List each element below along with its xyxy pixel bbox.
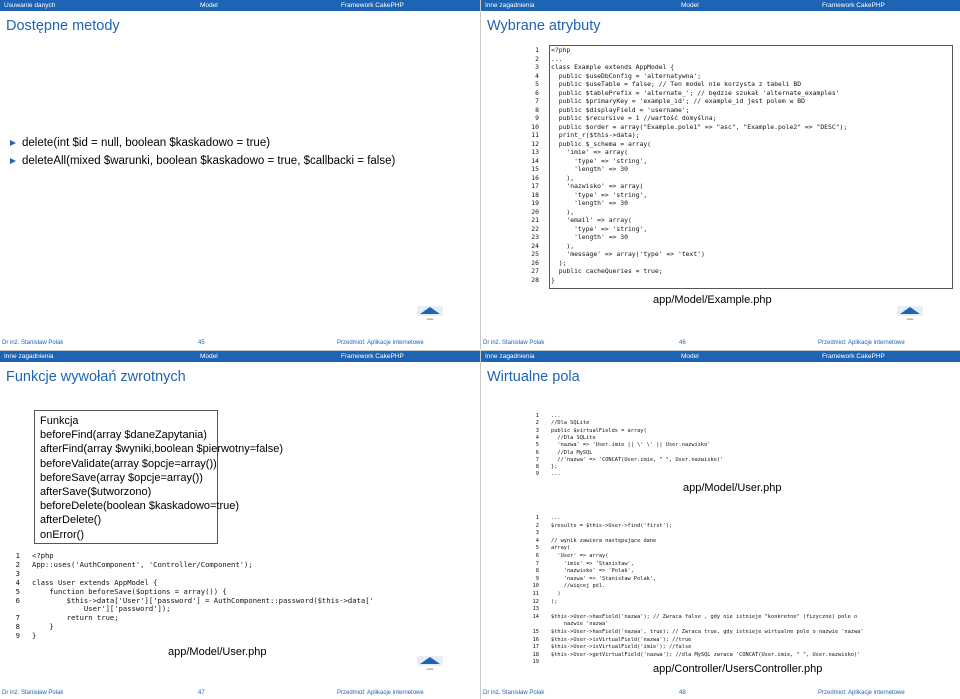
code-line: array( (551, 545, 571, 552)
list-item: afterSave($utworzono) (40, 486, 152, 499)
code-line: //więcej pól. (551, 583, 606, 590)
code-line: //Dla MySQL (551, 449, 593, 456)
line-number: 3 (535, 530, 539, 537)
line-number: 7 (535, 97, 539, 105)
line-number: 9 (535, 575, 539, 582)
line-number: 14 (531, 156, 539, 165)
code-line: <?php (551, 46, 571, 54)
bullet-triangle-icon (10, 140, 16, 146)
line-number: 24 (531, 241, 539, 250)
code-line: public $useTable = false; // Ten model nie korzysta z tabeli BD (551, 80, 802, 88)
code-line: <?php (32, 551, 54, 560)
line-number: 25 (531, 250, 539, 258)
header-section[interactable]: Inne zagadnienia (485, 353, 535, 360)
line-number: 15 (531, 165, 539, 173)
code-line: $this->User->isVirtualField('nazwa'); //true (551, 636, 692, 643)
slide-title: Dostępne metody (6, 18, 120, 34)
svg-text:AGH: AGH (426, 667, 434, 671)
line-number: 3 (15, 568, 20, 578)
line-number: 8 (15, 622, 20, 632)
line-number: 7 (15, 613, 20, 623)
code-line: public $tablePrefix = 'alternate_'; // będzie szukał 'alternate_examples' (551, 88, 840, 97)
line-number: 20 (531, 207, 539, 216)
slide-46 (480, 0, 960, 349)
slide-header (481, 351, 960, 362)
page-number: 47 (198, 690, 205, 696)
header-section[interactable]: Model (681, 353, 699, 360)
code-line: 'nazwisko' => array( (551, 182, 644, 190)
line-number: 3 (535, 427, 539, 434)
code-line: //Dla SQLite (551, 434, 596, 441)
slide-title: Wybrane atrybuty (487, 18, 601, 34)
line-number: 8 (535, 464, 539, 471)
code-line: public $recursive = 1 //wartość domyślna; (551, 114, 717, 122)
header-section[interactable]: Inne zagadnienia (4, 353, 54, 360)
list-item: beforeSave(array $opcje=array()) (40, 471, 203, 484)
slide-header (0, 0, 480, 11)
list-item: onError() (40, 528, 85, 541)
code-line: } (32, 622, 54, 632)
code-line: ); (551, 258, 567, 267)
code-line: 'nazwa' => 'Stanisław Polak', (551, 575, 657, 582)
line-number: 1 (535, 515, 539, 521)
line-number: 6 (15, 595, 20, 605)
code-line: } (32, 631, 37, 641)
line-number: 4 (535, 71, 539, 80)
line-number: 8 (535, 568, 539, 575)
code-line: public $order = array("Example.pole1" => "asc", "Example.pole2" => "DESC"); (551, 122, 848, 131)
line-number: 26 (531, 258, 539, 267)
line-number: 9 (535, 114, 539, 122)
code-line: $this->User->hasField('nazwa', true); // Zwraca true, gdy istnieje wirtualne pole o nazwie 'nazwa' (551, 629, 864, 635)
slide-header (481, 0, 960, 11)
code-line: $this->data['User']['password'] = AuthComponent::password($this->data[' (32, 595, 374, 605)
code-listing (529, 413, 939, 481)
code-line: ), (551, 207, 575, 216)
code-line: $results = $this->User->find('first'); (551, 522, 673, 529)
line-number: 22 (531, 224, 539, 233)
line-number: 4 (535, 537, 539, 544)
callback-table (34, 410, 284, 544)
slide-header (0, 351, 480, 362)
code-caption: app/Model/User.php (168, 646, 267, 658)
line-number: 12 (532, 598, 539, 605)
code-line: public $virtualFields = array( (551, 427, 647, 434)
list-item: afterFind(array $wyniki,boolean $pierwotny=false) (40, 443, 284, 456)
slide-title: Funkcje wywołań zwrotnych (6, 369, 186, 385)
code-line: nazwie 'nazwa' (551, 621, 609, 628)
page-number: 45 (198, 340, 205, 346)
code-caption: app/Model/Example.php (653, 294, 772, 306)
line-number: 9 (15, 631, 20, 641)
slide-47 (0, 350, 480, 699)
list-item: beforeValidate(array $opcje=array()) (40, 457, 217, 470)
list-item: deleteAll(mixed $warunki, boolean $kaskadowo = true, $callbacki = false) (10, 155, 395, 167)
code-line: function beforeSave($options = array()) { (32, 586, 227, 596)
line-number: 15 (532, 629, 539, 635)
code-line: ), (551, 173, 575, 182)
line-number: 5 (535, 545, 539, 552)
code-line: User']['password']); (32, 604, 171, 614)
code-line: ) (551, 591, 561, 597)
code-line: 'imie' => 'Stanisław', (551, 560, 634, 567)
line-number: 27 (531, 267, 539, 275)
code-line: ... (551, 54, 563, 63)
header-section[interactable]: Usuwanie danych (4, 2, 56, 9)
line-number: 1 (535, 413, 539, 419)
line-number: 28 (531, 275, 539, 284)
code-line: public $_schema = array( (551, 139, 652, 148)
university-logo-icon (894, 302, 926, 322)
code-line: public $displayField = 'username'; (551, 105, 690, 114)
code-line: //'nazwa' => 'CONCAT(User.imie, " ", User.nazwisko)' (551, 456, 724, 463)
list-item: delete(int $id = null, boolean $kaskadowo = true) (10, 137, 395, 149)
code-line: ... (551, 515, 561, 521)
university-logo-icon (414, 652, 446, 672)
line-number: 17 (532, 644, 539, 651)
svg-text:AGH: AGH (426, 317, 434, 321)
code-line: 'length' => 30 (551, 165, 628, 173)
line-number: 9 (535, 471, 539, 478)
line-number: 7 (535, 560, 539, 567)
method-list (10, 137, 395, 173)
svg-text:AGH: AGH (906, 317, 914, 321)
line-number: 2 (535, 522, 539, 529)
line-number: 5 (535, 80, 539, 88)
code-line: 'nazwisko' => 'Polak', (551, 568, 634, 575)
list-item: beforeDelete(boolean $kaskadowo=true) (40, 500, 240, 513)
line-number: 16 (532, 636, 539, 643)
header-section[interactable]: Model (200, 2, 218, 9)
code-line: 'type' => 'string', (551, 224, 648, 233)
header-section[interactable]: Inne zagadnienia (485, 2, 535, 9)
code-caption: app/Model/User.php (683, 482, 782, 494)
bullet-triangle-icon (10, 158, 16, 164)
header-section[interactable]: Framework CakePHP (341, 353, 404, 360)
code-line: public $primaryKey = 'example_id'; // example_id jest polem w BD (551, 97, 805, 105)
code-line: public $useDbConfig = 'alternatywna'; (551, 71, 702, 80)
header-section[interactable]: Model (681, 2, 699, 9)
code-line: ); (551, 598, 558, 605)
line-number: 13 (531, 148, 539, 156)
slide-footer: Dr inż. Stanisław Polak 48 Przedmiot: Aplikacje internetowe (481, 688, 960, 699)
line-number: 13 (532, 606, 539, 613)
code-line: 'nazwa' => 'User.imie || \' \' || User.nazwisko' (551, 442, 711, 449)
code-line: ... (551, 413, 561, 419)
line-number: 2 (15, 559, 20, 569)
code-line: $this->User->hasField('nazwa'); // Zwraca false , gdy nie istnieje "konkretne" (fizyczne) pole o (551, 613, 858, 620)
code-line: return true; (32, 613, 119, 623)
code-line: class Example extends AppModel { (551, 63, 675, 71)
code-listing (10, 551, 470, 641)
code-line: 'length' => 30 (551, 199, 628, 207)
line-number: 6 (535, 449, 539, 456)
line-number: 19 (531, 199, 539, 207)
code-line: 'imie' => array( (551, 148, 628, 156)
line-number: 10 (531, 122, 539, 131)
code-line: public cacheQueries = true; (551, 267, 663, 275)
code-line: 'message' => array('type' => 'text') (551, 250, 705, 258)
table-header: Funkcja (40, 415, 79, 427)
line-number: 1 (15, 551, 20, 560)
code-caption: app/Controller/UsersController.php (653, 663, 823, 675)
line-number: 6 (535, 88, 539, 97)
line-number: 5 (535, 442, 539, 449)
code-line: print_r($this->data); (551, 131, 640, 139)
slide-45 (0, 0, 480, 349)
code-line: ... (551, 471, 561, 478)
code-line: ), (551, 241, 575, 250)
code-line: class User extends AppModel { (32, 577, 158, 587)
line-number: 23 (531, 233, 539, 241)
code-line: } (551, 275, 555, 284)
line-number: 21 (531, 216, 539, 224)
code-line: 'User' => array( (551, 553, 609, 559)
line-number: 14 (532, 613, 539, 620)
line-number: 18 (532, 651, 539, 658)
slide-footer: Dr inż. Stanisław Polak 46 Przedmiot: Aplikacje internetowe (481, 338, 960, 349)
line-number: 16 (531, 173, 539, 182)
line-number: 2 (535, 420, 539, 427)
header-section[interactable]: Framework CakePHP (341, 2, 404, 9)
line-number: 11 (531, 131, 539, 139)
code-line: }; (551, 464, 558, 471)
header-section[interactable]: Model (200, 353, 218, 360)
slide-footer: Dr inż. Stanisław Polak 47 Przedmiot: Aplikacje internetowe (0, 688, 480, 699)
line-number: 8 (535, 105, 539, 114)
code-line: 'type' => 'string', (551, 156, 648, 165)
list-item: afterDelete() (40, 514, 102, 527)
slide-48 (480, 350, 960, 699)
line-number: 7 (535, 456, 539, 463)
page-number: 46 (679, 340, 686, 346)
code-listing (529, 515, 959, 666)
slide-footer: Dr inż. Stanisław Polak 45 Przedmiot: Aplikacje internetowe (0, 338, 480, 349)
code-line: //Dla SQLite (551, 420, 590, 427)
line-number: 6 (535, 553, 539, 559)
code-line: // wynik zawiera następujące dane (551, 537, 657, 544)
line-number: 4 (535, 434, 539, 441)
line-number: 1 (535, 46, 539, 54)
line-number: 5 (15, 586, 20, 596)
code-line: 'email' => array( (551, 216, 632, 224)
line-number: 12 (531, 139, 539, 148)
code-line: 'type' => 'string', (551, 190, 648, 199)
line-number: 19 (532, 659, 539, 666)
line-number: 3 (535, 63, 539, 71)
line-number: 17 (531, 182, 539, 190)
university-logo-icon (414, 302, 446, 322)
line-number: 18 (531, 190, 539, 199)
code-line: App::uses('AuthComponent', 'Controller/Component'); (32, 559, 253, 569)
code-line: 'length' => 30 (551, 233, 628, 241)
list-item: beforeFind(array $daneZapytania) (40, 429, 207, 442)
code-listing (529, 46, 959, 290)
line-number: 10 (532, 583, 539, 590)
header-section[interactable]: Framework CakePHP (822, 353, 885, 360)
page-number: 48 (679, 690, 686, 696)
code-line: $this->User->getVirtualField('nazwa'); //dla MySQL zwraca 'CONCAT(User.imie, " ", User.nazwisko)' (551, 651, 861, 658)
line-number: 11 (532, 591, 539, 597)
slide-title: Wirtualne pola (487, 369, 580, 385)
line-number: 2 (535, 54, 539, 63)
header-section[interactable]: Framework CakePHP (822, 2, 885, 9)
code-line: $this->User->isVirtualField('imie'); //false (551, 644, 692, 651)
line-number: 4 (15, 577, 20, 587)
